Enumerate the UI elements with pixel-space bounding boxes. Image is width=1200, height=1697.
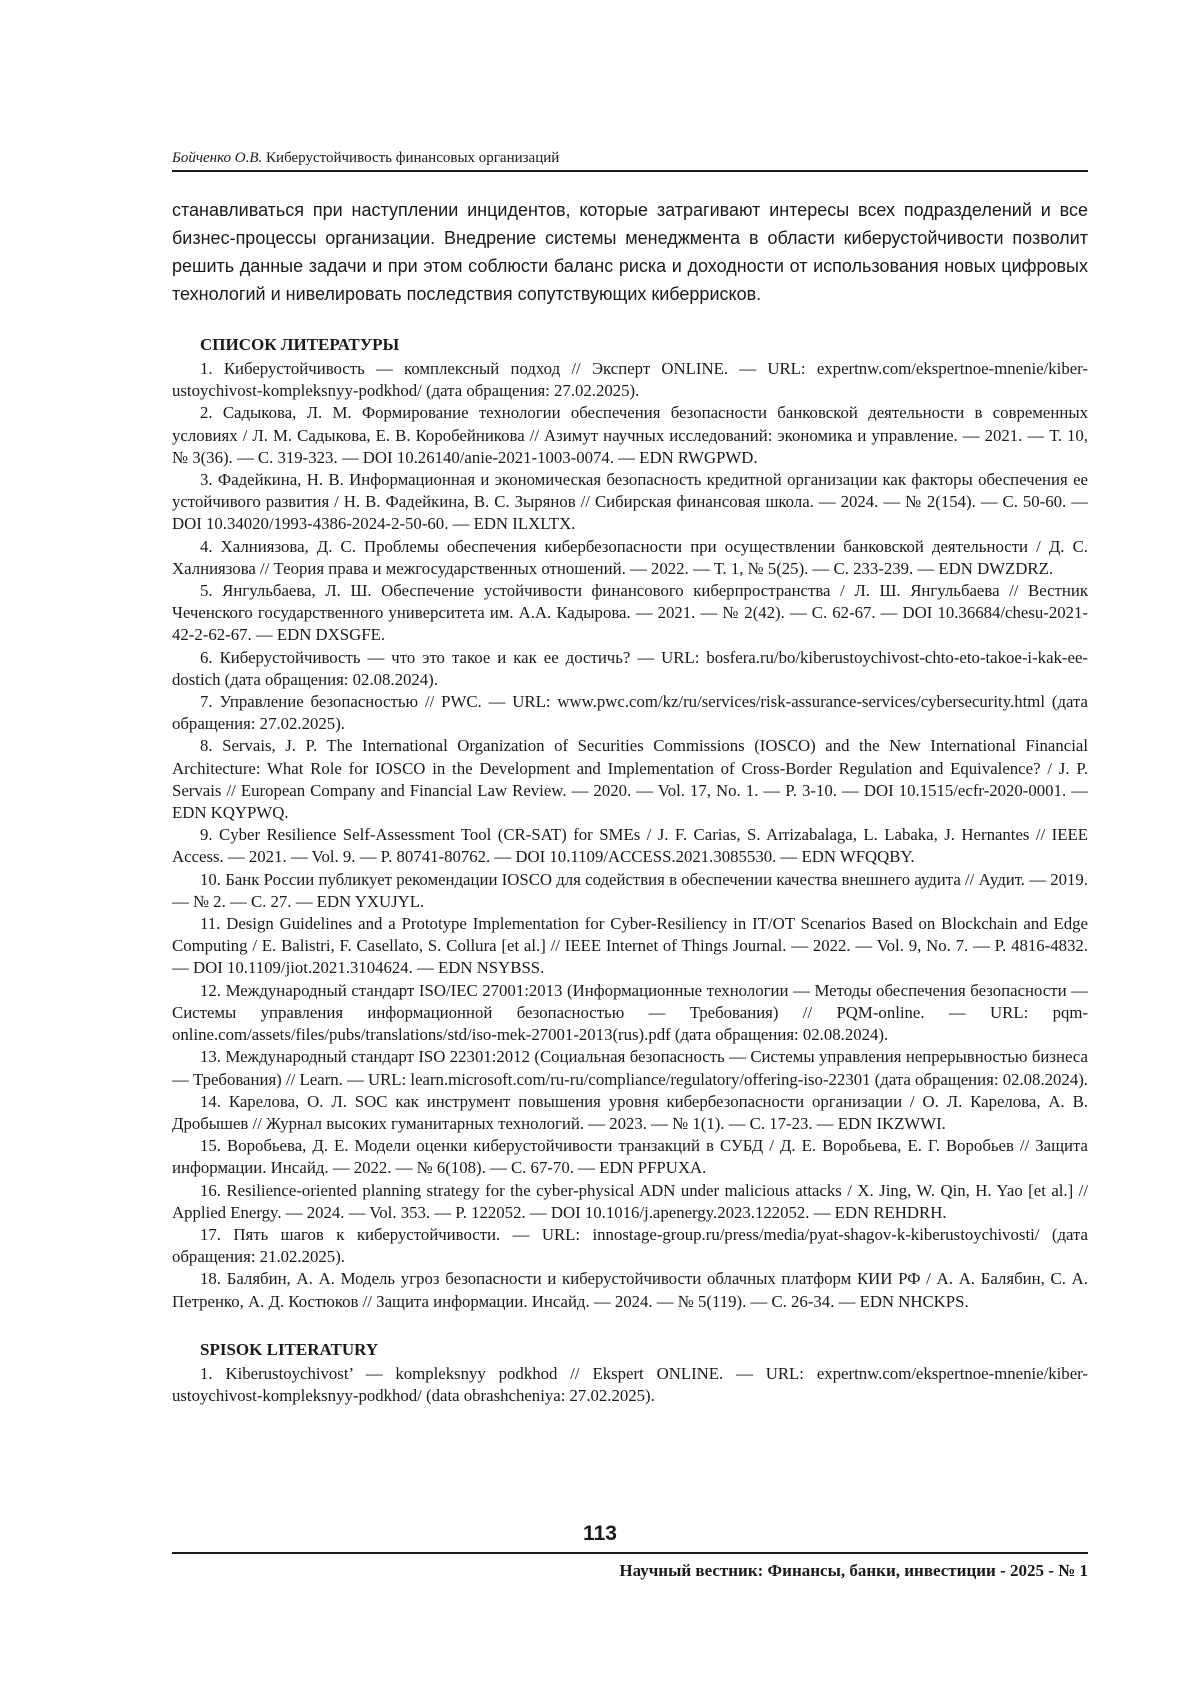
reference-item: 10. Банк России публикует рекомендации IOSCO для содействия в обеспечении качества внешнего аудита // Аудит. — 2019. — № 2. — С. 27. — EDN YXUJYL. bbox=[172, 869, 1088, 911]
reference-item: 3. Фадейкина, Н. В. Информационная и экономическая безопасность кредитной организации как факторы обеспечения ее устойчивого развития / Н. В. Фадейкина, В. С. Зырянов // Сибирская финансовая школа. — 2024. — № 2(154). — С. 50-60. — DOI 10.34020/1993-4386-2024-2-50-60. — EDN ILXLTX. bbox=[172, 470, 1088, 534]
reference-item: 8. Servais, J. P. The International Organization of Securities Commissions (IOSCO) and the New International Financial Architecture: What Role for IOSCO in the Development and Implementation of Cross-Border Regulation and Equivalence? / J. P. Servais // European Company and Financial Law Review. — 2020. — Vol. 17, No. 1. — P. 3-10. — DOI 10.1515/ecfr-2020-0001. — EDN KQYPWQ. bbox=[172, 736, 1088, 823]
reference-item: 15. Воробьева, Д. Е. Модели оценки киберустойчивости транзакций в СУБД / Д. Е. Воробьева, Е. Г. Воробьев // Защита информации. Инсайд. — 2022. — № 6(108). — С. 67-70. — EDN PFPUXA. bbox=[172, 1136, 1088, 1178]
references-ru-title: СПИСОК ЛИТЕРАТУРЫ bbox=[200, 335, 400, 354]
page-number: 113 bbox=[583, 1522, 617, 1545]
references-ru-list bbox=[172, 358, 1088, 1313]
journal-footer: Научный вестник: Финансы, банки, инвестиции - 2025 - № 1 bbox=[619, 1561, 1088, 1580]
references-en-title: SPISOK LITERATURY bbox=[200, 1339, 379, 1359]
footer-rule bbox=[172, 1552, 1088, 1554]
page-body bbox=[172, 196, 1088, 1407]
intro-paragraph: станавливаться при наступлении инцидентов, которые затрагивают интересы всех подразделений и все бизнес-процессы организации. Внедрение системы менеджмента в области киберустойчивости позволит решить данные задачи и при этом соблюсти баланс риска и доходности от использования новых цифровых технологий и нивелировать последствия сопутствующих киберрисков. bbox=[172, 200, 1088, 304]
reference-item: 17. Пять шагов к киберустойчивости. — URL: innostage-group.ru/press/media/pyat-shagov-k-kiberustoychivosti/ (дата обращения: 21.02.2025). bbox=[172, 1224, 1088, 1267]
reference-item: 16. Resilience-oriented planning strategy for the cyber-physical ADN under malicious attacks / X. Jing, W. Qin, H. Yao [et al.] // Applied Energy. — 2024. — Vol. 353. — P. 122052. — DOI 10.1016/j.apenergy.2023.122052. — EDN REHDRH. bbox=[172, 1180, 1088, 1222]
reference-item: 13. Международный стандарт ISO 22301:2012 (Социальная безопасность — Системы управления непрерывностью бизнеса — Требования) // Learn. — URL: learn.microsoft.com/ru-ru/compliance/regulatory/offering-iso-22301 (дата обращения: 02.08.2024). bbox=[172, 1047, 1088, 1089]
reference-item: 5. Янгульбаева, Л. Ш. Обеспечение устойчивости финансового киберпространства / Л. Ш. Янгульбаева // Вестник Чеченского государственного университета им. А.А. Кадырова. — 2021. — № 2(42). — С. 62-67. — DOI 10.36684/chesu-2021-42-2-62-67. — EDN DXSGFE. bbox=[172, 581, 1088, 645]
reference-item: 1. Киберустойчивость — комплексный подход // Эксперт ONLINE. — URL: expertnw.com/ekspertnoe-mnenie/kiber-ustoychivost-kompleksnyy-podkhod/ (дата обращения: 27.02.2025). bbox=[172, 359, 1088, 401]
reference-item: 6. Киберустойчивость — что это такое и как ее достичь? — URL: bosfera.ru/bo/kiberustoychivost-chto-eto-takoe-i-kak-ee-dostich (дата обращения: 02.08.2024). bbox=[172, 647, 1088, 689]
reference-item: 9. Cyber Resilience Self-Assessment Tool (CR-SAT) for SMEs / J. F. Carias, S. Arrizabalaga, L. Labaka, J. Hernantes // IEEE Access. — 2021. — Vol. 9. — P. 80741-80762. — DOI 10.1109/ACCESS.2021.3085530. — EDN WFQQBY. bbox=[172, 825, 1088, 867]
header-title: Киберустойчивость финансовых организаций bbox=[266, 150, 560, 166]
reference-item: 11. Design Guidelines and a Prototype Implementation for Cyber-Resiliency in IT/OT Scenarios Based on Blockchain and Edge Computing / E. Balistri, F. Casellato, S. Collura [et al.] // IEEE Internet of Things Journal. — 2022. — Vol. 9, No. 7. — P. 4816-4832. — DOI 10.1109/jiot.2021.3104624. — EDN NSYBSS. bbox=[172, 914, 1088, 978]
reference-item: 14. Карелова, О. Л. SOC как инструмент повышения уровня кибербезопасности организации / О. Л. Карелова, А. В. Дробышев // Журнал высоких гуманитарных технологий. — 2023. — № 1(1). — С. 17-23. — EDN IKZWWI. bbox=[172, 1091, 1088, 1133]
header-rule bbox=[172, 170, 1088, 172]
reference-item: 4. Халниязова, Д. С. Проблемы обеспечения кибербезопасности при осуществлении банковской деятельности / Д. С. Халниязова // Теория права и межгосударственных отношений. — 2022. — Т. 1, № 5(25). — С. 233-239. — EDN DWZDRZ. bbox=[172, 536, 1088, 578]
reference-item: 7. Управление безопасностью // PWC. — URL: www.pwc.com/kz/ru/services/risk-assurance-services/cybersecurity.html (дата обращения: 27.02.2025). bbox=[172, 692, 1088, 734]
reference-item: 1. Kiberustoychivost’ — kompleksnyy podkhod // Ekspert ONLINE. — URL: expertnw.com/ekspertnoe-mnenie/kiber-ustoychivost-kompleksnyy-podkhod/ (data obrashcheniya: 27.02.2025). bbox=[172, 1363, 1088, 1405]
references-en-list bbox=[172, 1363, 1088, 1407]
reference-item: 2. Садыкова, Л. М. Формирование технологии обеспечения безопасности банковской деятельности в современных условиях / Л. М. Садыкова, Е. В. Коробейникова // Азимут научных исследований: экономика и управление. — 2021. — Т. 10, № 3(36). — С. 319-323. — DOI 10.26140/anie-2021-1003-0074. — EDN RWGPWD. bbox=[172, 403, 1088, 467]
reference-item: 18. Балябин, А. А. Модель угроз безопасности и киберустойчивости облачных платформ КИИ РФ / А. А. Балябин, С. А. Петренко, А. Д. Костюков // Защита информации. Инсайд. — 2024. — № 5(119). — С. 26-34. — EDN NHCKPS. bbox=[172, 1269, 1088, 1311]
reference-item: 12. Международный стандарт ISO/IEC 27001:2013 (Информационные технологии — Методы обеспечения безопасности — Системы управления информационной безопасностью — Требования) // PQM-online. — URL: pqm-online.com/assets/files/pubs/translations/std/iso-mek-27001-2013(rus).pdf (дата обращения: 02.08.2024). bbox=[172, 980, 1088, 1045]
running-header bbox=[172, 148, 1088, 168]
header-author: Бойченко О.В. bbox=[172, 150, 263, 166]
